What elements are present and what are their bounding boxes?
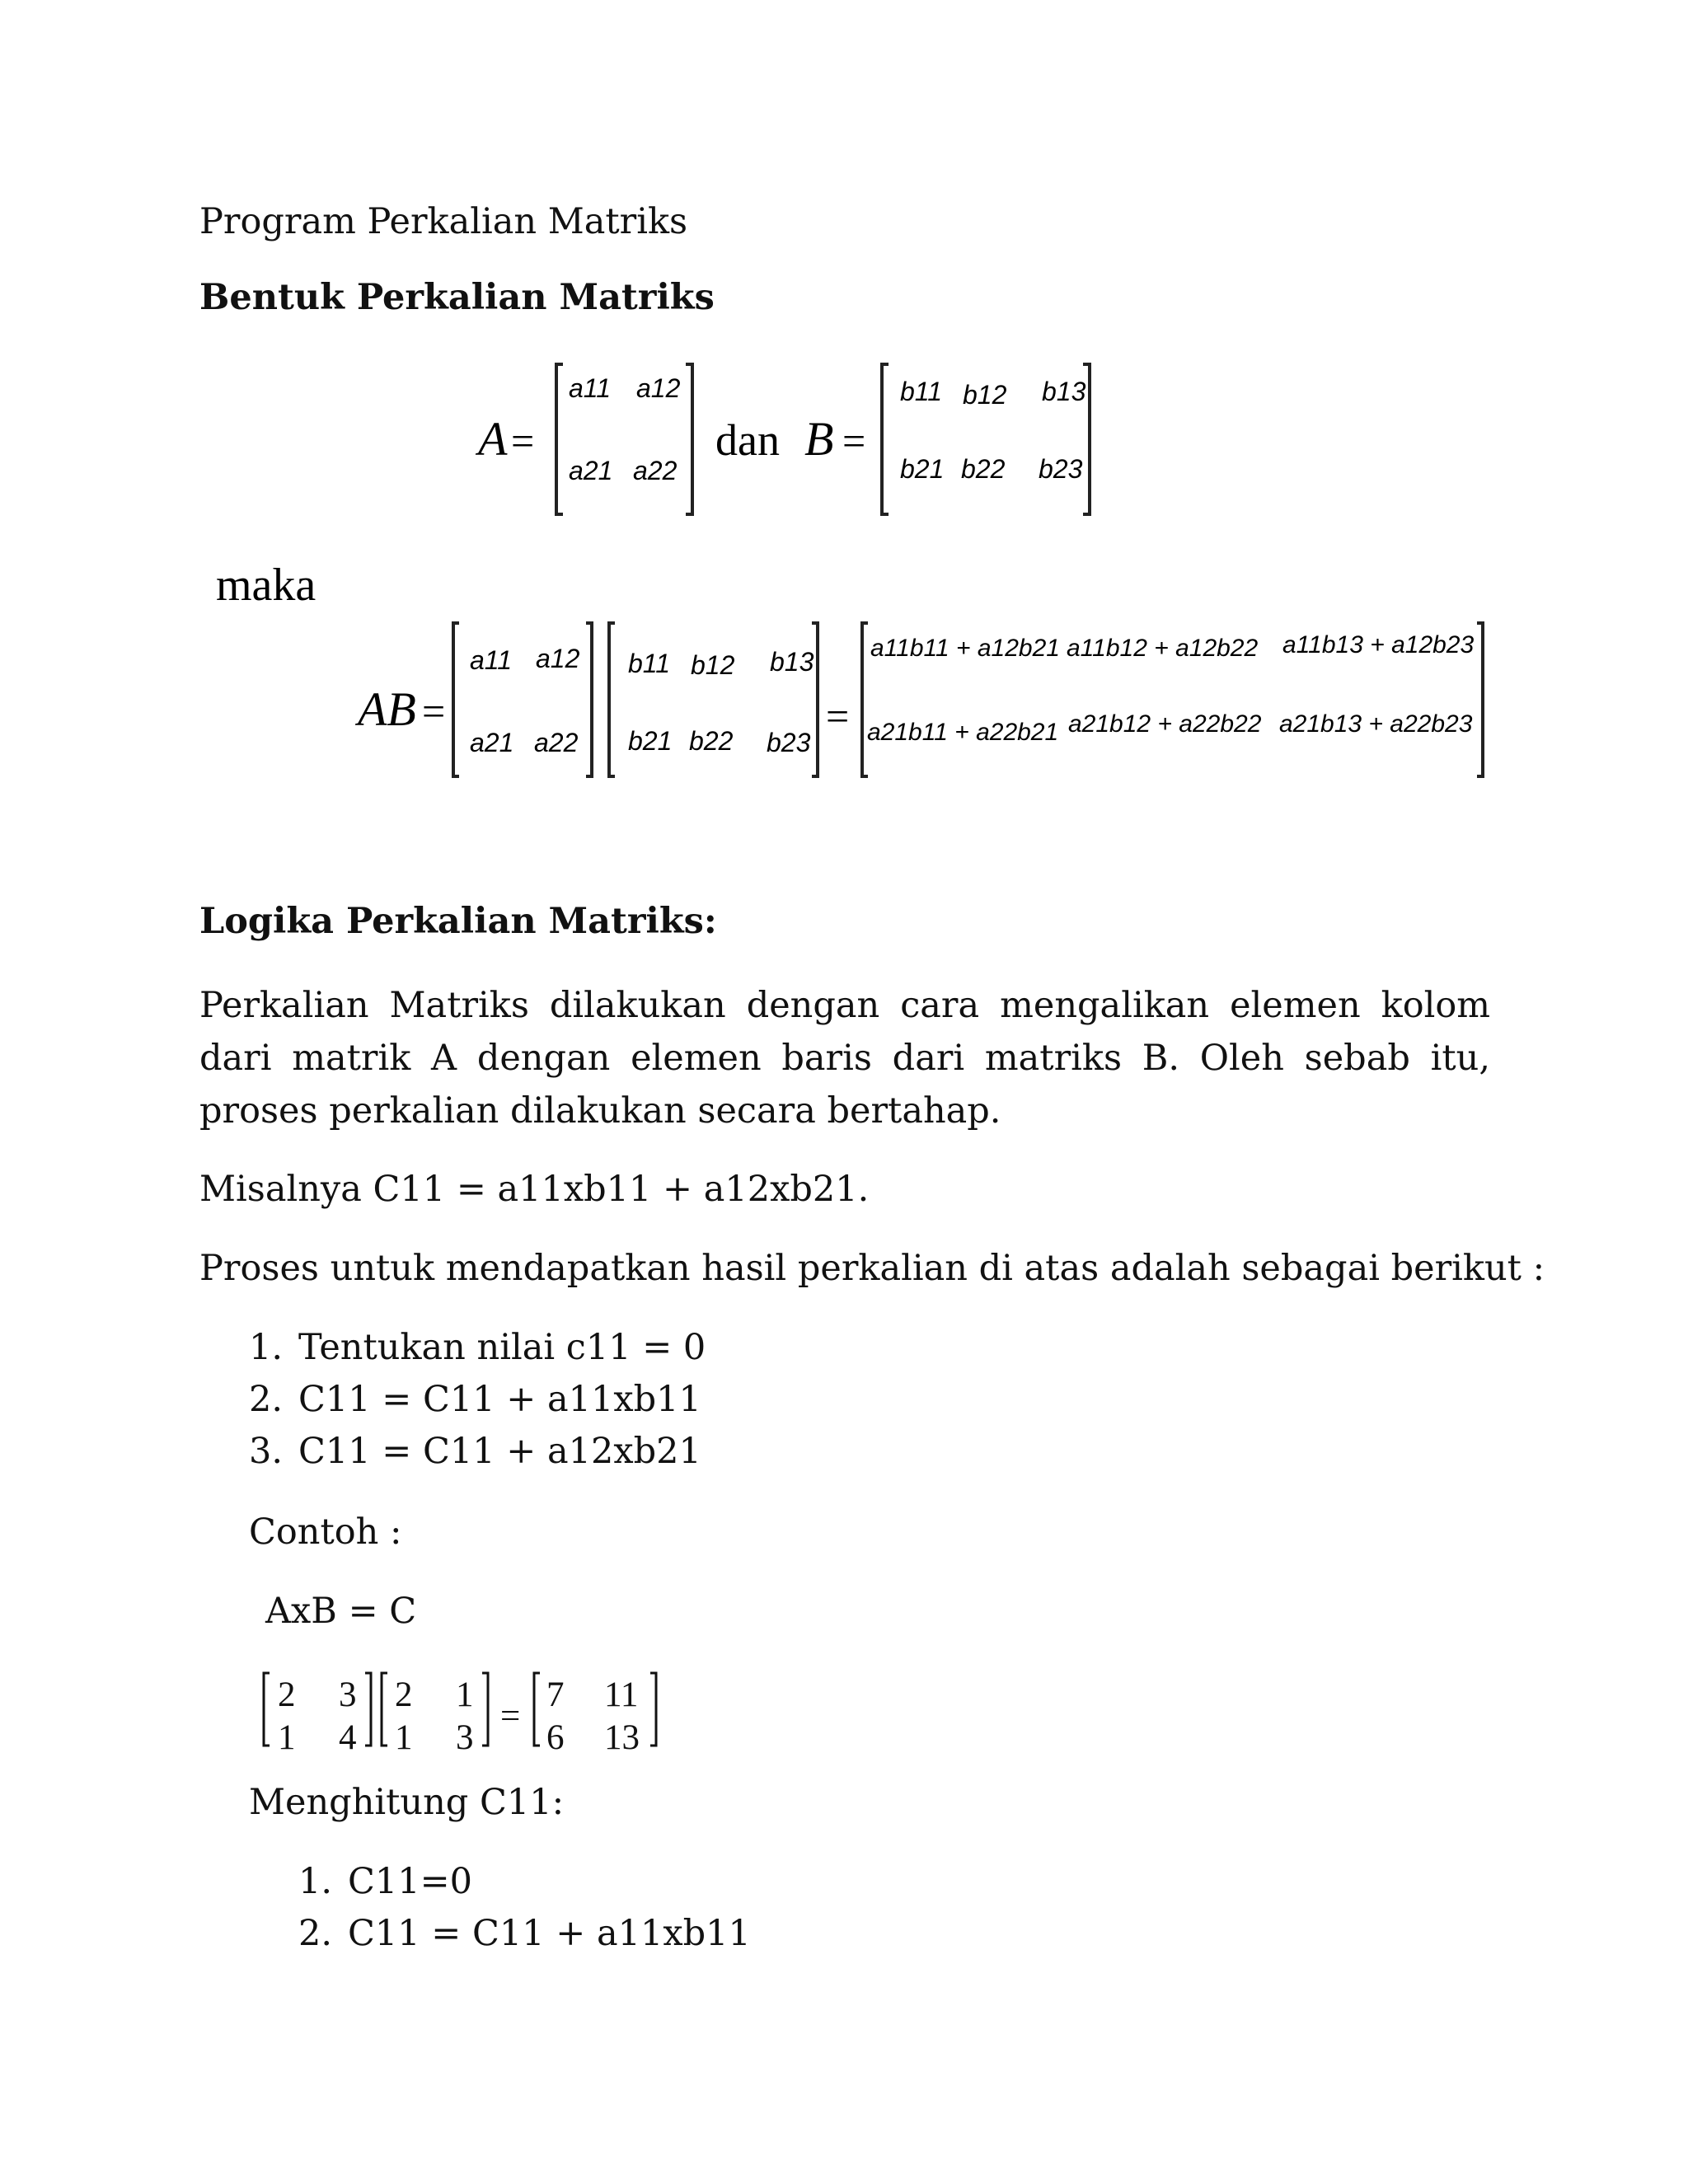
document-title: Program Perkalian Matriks — [199, 201, 688, 242]
ab-r23: a21b13 + a22b23 — [1279, 710, 1473, 738]
ex-b12: 1 — [456, 1675, 474, 1714]
ex-c11: 7 — [546, 1675, 565, 1714]
ab-b23: b23 — [767, 728, 811, 757]
list-number: 2. — [298, 1913, 333, 1954]
label-AB: AB — [358, 682, 416, 736]
list-text: C11 = C11 + a12xb21 — [298, 1431, 701, 1472]
ex-a12: 3 — [339, 1675, 357, 1714]
sub-steps-list — [298, 1856, 751, 1960]
menghitung-label: Menghitung C11: — [249, 1782, 565, 1823]
list-text: C11=0 — [348, 1861, 473, 1902]
ex-c12: 11 — [604, 1675, 639, 1714]
heading-bentuk: Bentuk Perkalian Matriks — [199, 277, 715, 318]
ab-a22: a22 — [534, 728, 579, 757]
ex-b11: 2 — [395, 1675, 413, 1714]
list-text: C11 = C11 + a11xb11 — [348, 1913, 751, 1954]
ab-a21: a21 — [470, 728, 514, 757]
matrix-formula-figure — [198, 346, 1517, 808]
ab-r22: a21b12 + a22b22 — [1068, 710, 1262, 738]
ex-a11: 2 — [278, 1675, 296, 1714]
b23: b23 — [1039, 454, 1083, 484]
ab-r21: a21b11 + a22b21 — [867, 719, 1059, 746]
example-matrix-equation — [260, 1657, 672, 1755]
axb-line: AxB = C — [265, 1591, 417, 1632]
b11: b11 — [900, 377, 943, 406]
ab-b11: b11 — [628, 649, 671, 678]
list-item — [249, 1374, 706, 1426]
list-item — [249, 1426, 706, 1478]
ex-equals: = — [500, 1697, 521, 1736]
ab-a12: a12 — [536, 644, 580, 673]
a22: a22 — [633, 456, 678, 485]
a11: a11 — [569, 373, 612, 403]
ab-r12: a11b12 + a12b22 — [1067, 635, 1259, 662]
equals-A: = — [511, 418, 535, 464]
b12: b12 — [963, 380, 1007, 410]
list-number: 2. — [249, 1379, 284, 1420]
ab-a11: a11 — [470, 645, 513, 675]
ab-b13: b13 — [770, 647, 814, 677]
ex-b21: 1 — [395, 1718, 413, 1755]
misalnya-line: Misalnya C11 = a11xb11 + a12xb21. — [199, 1169, 870, 1210]
equals-result: = — [826, 693, 850, 739]
list-text: C11 = C11 + a11xb11 — [298, 1379, 701, 1420]
heading-logika: Logika Perkalian Matriks: — [199, 901, 717, 942]
list-text: Tentukan nilai c11 = 0 — [298, 1327, 706, 1368]
equals-AB: = — [422, 688, 446, 734]
contoh-label: Contoh : — [249, 1511, 402, 1553]
list-item — [249, 1322, 706, 1374]
equals-B: = — [842, 418, 866, 464]
ab-b21: b21 — [628, 726, 673, 756]
maka-word: maka — [216, 560, 316, 611]
b22: b22 — [961, 454, 1006, 484]
proses-line: Proses untuk mendapatkan hasil perkalian di atas adalah sebagai berikut : — [199, 1248, 1545, 1289]
dan-word: dan — [715, 415, 780, 465]
ex-c22: 13 — [604, 1718, 640, 1755]
list-item — [298, 1908, 751, 1960]
ex-c21: 6 — [546, 1718, 565, 1755]
a12: a12 — [636, 373, 681, 403]
ab-r11: a11b11 + a12b21 — [870, 635, 1060, 662]
list-number: 3. — [249, 1431, 284, 1472]
label-B: B — [804, 412, 834, 466]
paragraph-logika: Perkalian Matriks dilakukan dengan cara mengalikan elemen kolom dari matrik A dengan elemen baris dari matriks B. Oleh sebab itu, proses perkalian dilakukan secara bertahap. — [199, 985, 1490, 1132]
label-A: A — [478, 412, 508, 466]
ab-r13: a11b13 + a12b23 — [1282, 631, 1475, 658]
ex-a21: 1 — [278, 1718, 296, 1755]
ab-b12: b12 — [691, 650, 735, 680]
steps-list — [249, 1322, 706, 1478]
list-number: 1. — [249, 1327, 284, 1368]
b21: b21 — [900, 454, 945, 484]
ex-a22: 4 — [339, 1718, 357, 1755]
b13: b13 — [1042, 377, 1086, 406]
ex-b22: 3 — [456, 1718, 474, 1755]
list-item — [298, 1856, 751, 1908]
ab-b22: b22 — [689, 726, 734, 756]
list-number: 1. — [298, 1861, 333, 1902]
a21: a21 — [569, 456, 613, 485]
